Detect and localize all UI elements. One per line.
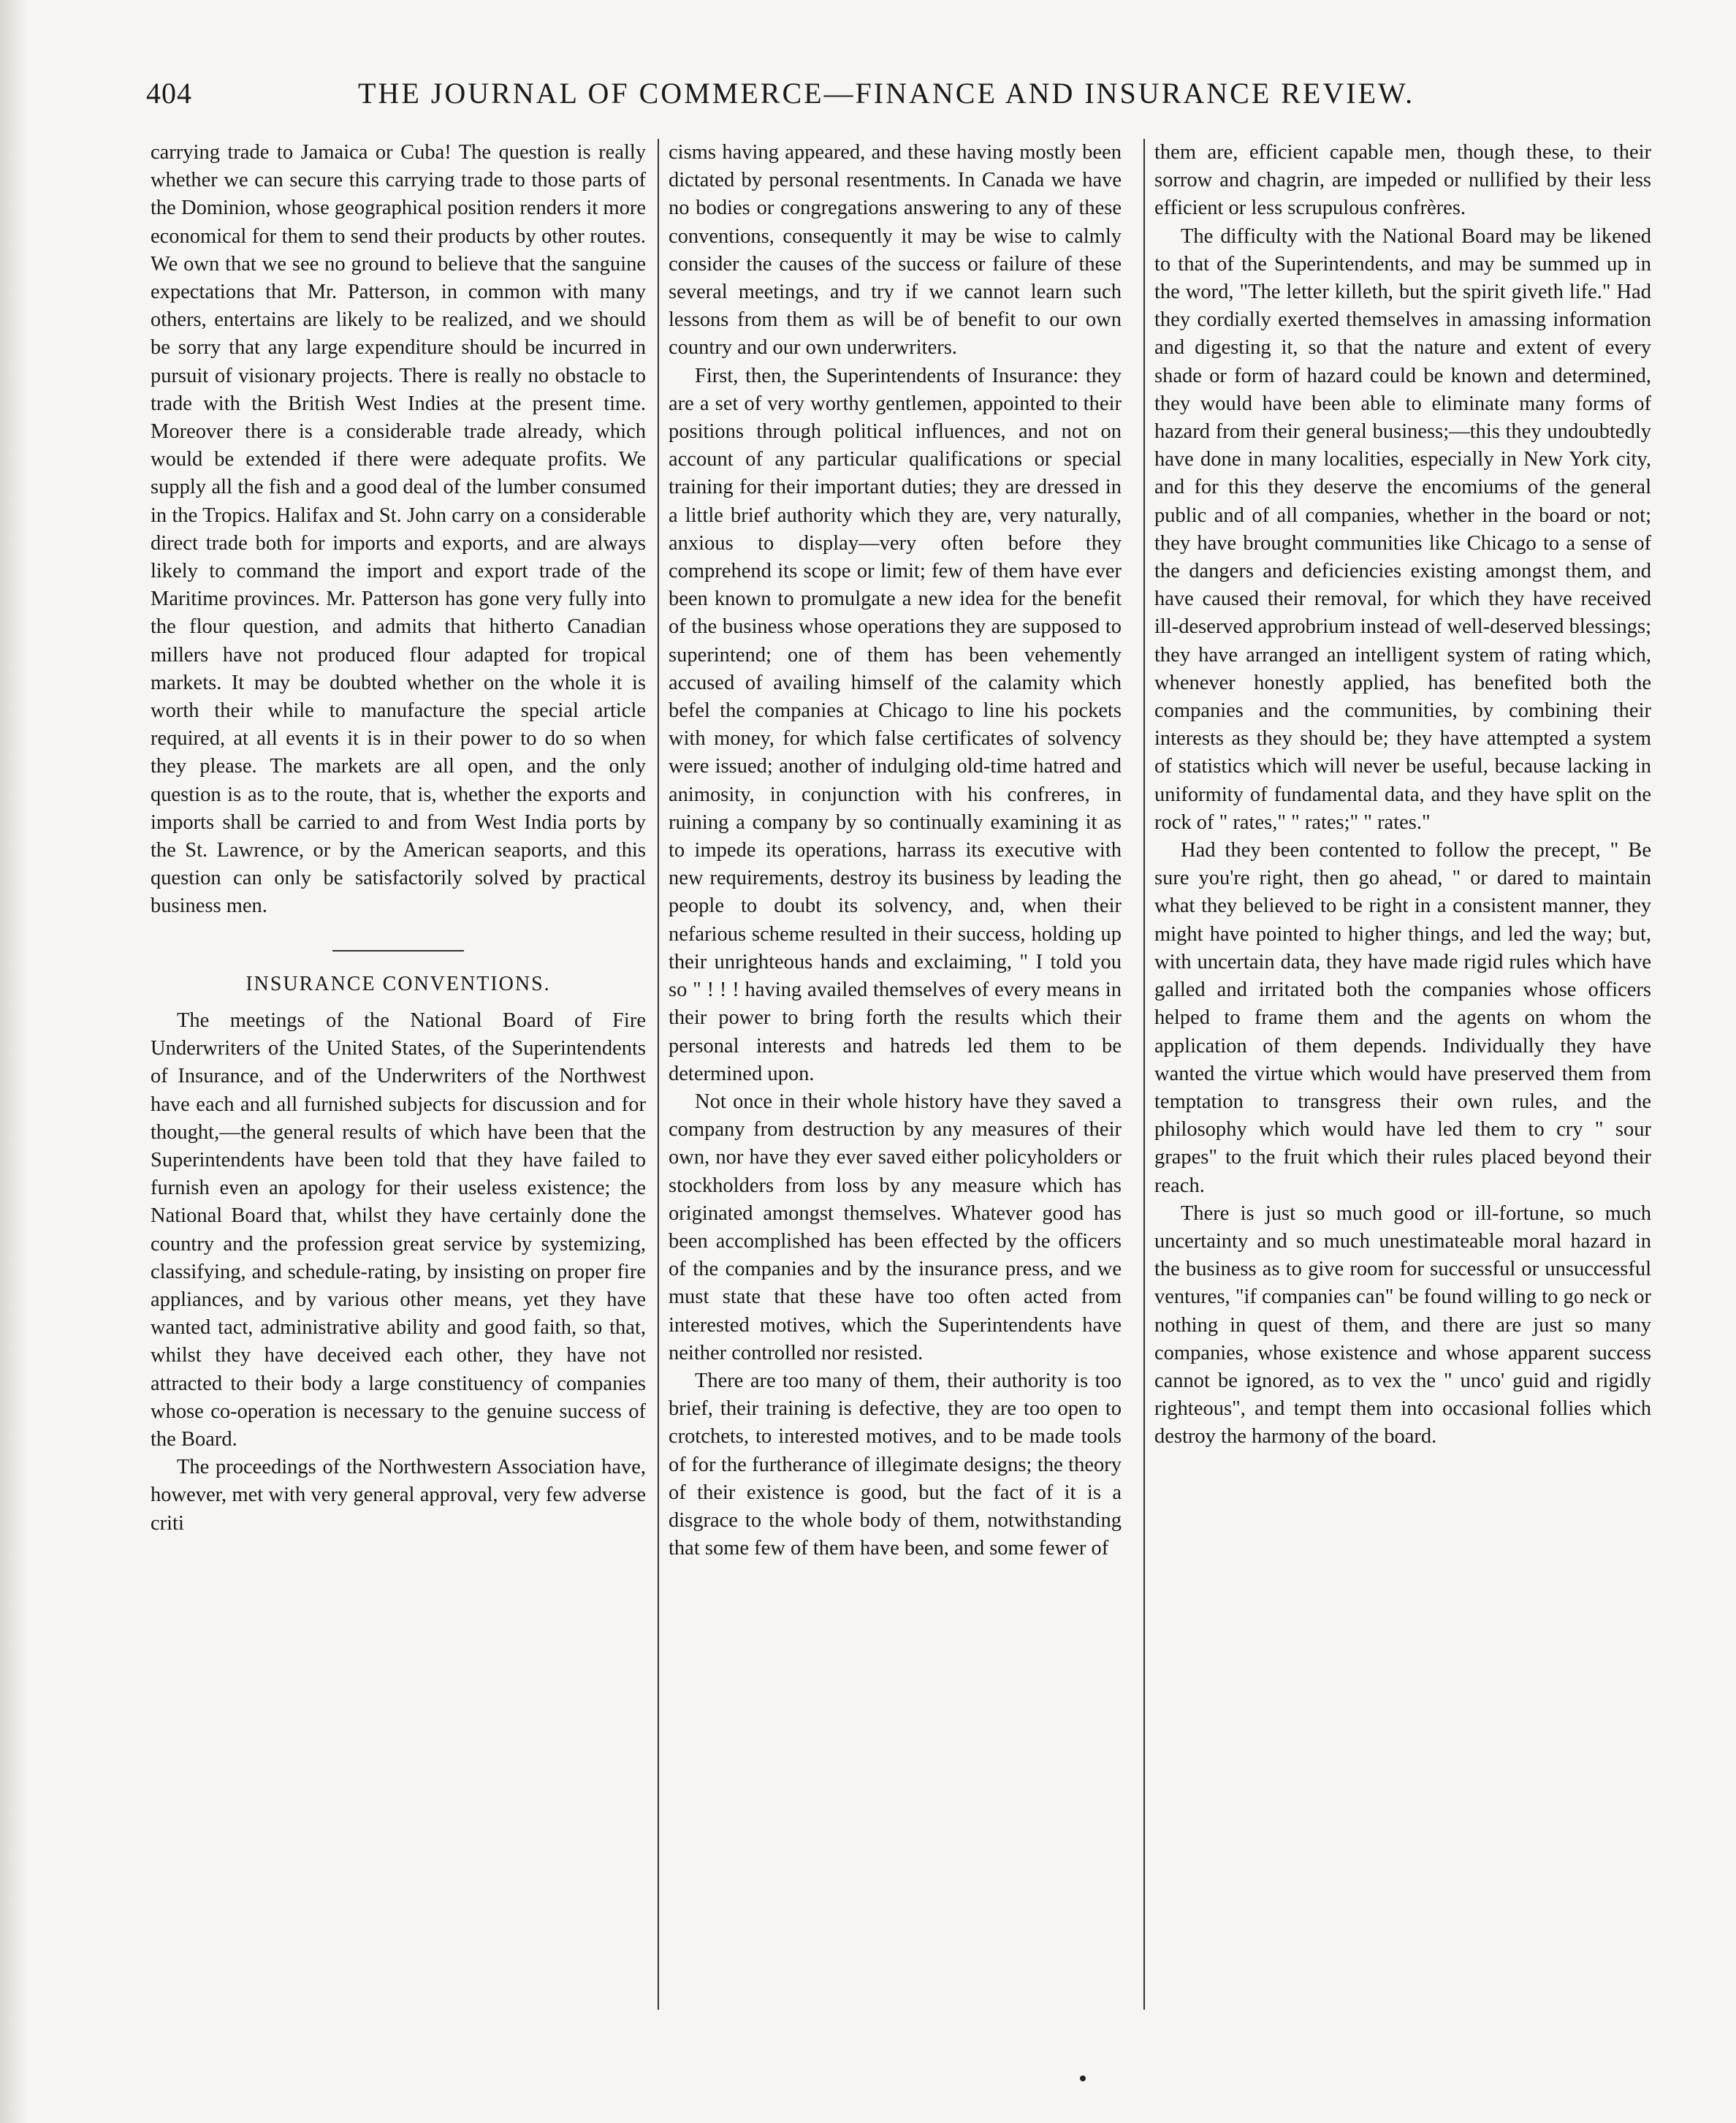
paragraph: The proceedings of the Northwestern Association have, however, met with very general approval, very few adverse criti — [151, 1456, 646, 1535]
paragraph: Had they been contented to follow the precept, " Be sure you're right, then go ahead, " or dared to maintain what they believed to be right in a consistent manner, they might have pointed to higher things, and led the way; but, with uncertain data, they have made rigid rules which have galled and irritated both the companies whose officers helped to frame them and the agents on whom the application of them depends. Individually they have wanted the virtue which would have preserved them from temptation to transgress their own rules, and the philosophy which would have led them to cry " sour grapes" to the fruit which their rules placed beyond their reach. — [1154, 839, 1651, 1197]
paragraph: Not once in their whole history have they saved a company from destruction by any measures of their own, nor have they ever saved either policyholders or stockholders from loss by any measure which has originated amongst themselves. Whatever good has been accomplished has been effected by the officers of the companies and by the insurance press, and we must state that these have too often acted from interested motives, which the Superintendents have neither controlled nor resisted. — [669, 1090, 1122, 1364]
scan-edge — [0, 0, 29, 2123]
page-number: 404 — [146, 77, 192, 110]
section-divider — [332, 950, 464, 952]
paragraph: The meetings of the National Board of Fire Underwriters of the United States, of the Superintendents of Insurance, and of the Underwriters of the Northwest have each and all furnished subjects for discussion and for thought,—the general results of which have been that the Superintendents have been told that they have failed to furnish even an apology for their useless existence; the National Board that, whilst they have certainly done the country and the profession great service by systemizing, classifying, and schedule-rating, by insisting on proper fire appliances, and by various other means, yet they have wanted tact, administrative ability and good faith, so that, whilst they have deceived each other, they have not attracted to their body a large constituency of companies whose co-operation is necessary to the genuine success of the Board. — [151, 1009, 646, 1451]
column-divider — [658, 139, 659, 2010]
paragraph: carrying trade to Jamaica or Cuba! The question is really whether we can secure this carrying trade to those parts of the Dominion, whose geographical position renders it more economical for them to send their products by other routes. We own that we see no ground to believe that the sanguine expectations that Mr. Patterson, in common with many others, entertains are likely to be realized, and we should be sorry that any large expenditure should be incurred in pursuit of visionary projects. There is really no obstacle to trade with the British West Indies at the present time. Moreover there is a considerable trade already, which would be extended if there were adequate profits. We supply all the fish and a good deal of the lumber consumed in the Tropics. Halifax and St. John carry on a considerable direct trade both for imports and exports, and are always likely to command the import and export trade of the Maritime provinces. Mr. Patterson has gone very fully into the flour question, and admits that hitherto Canadian millers have not produced flour adapted for tropical markets. It may be doubted whether on the whole it is worth their while to manufacture the special article required, at all events it is in their power to do so when they please. The markets are all open, and the only question is as to the route, that is, whether the exports and imports shall be carried to and from West India ports by the St. Lawrence, or by the American seaports, and this question can only be satisfactorily solved by practical business men. — [151, 141, 646, 918]
paragraph: First, then, the Superintendents of Insurance: they are a set of very worthy gentlemen, appointed to their positions through political influences, and not on account of any particular qualifications or special training for their important duties; they are dressed in a little brief authority which they are, very naturally, anxious to display—very often before they comprehend its scope or limit; few of them have ever been known to promulgate a new idea for the benefit of the business whose operations they are supposed to superintend; one of them has been vehemently accused of availing himself of the calamity which befel the companies at Chicago to line his pockets with money, for which false certificates of solvency were issued; another of indulging old-time hatred and animosity, in conjunction with his confreres, in ruining a company by so continually examining it as to impede its operations, harrass its executive with new requirements, destroy its business by leading the people to doubt its solvency, and, when their nefarious scheme resulted in their success, holding up their unrighteous hands and exclaiming, " I told you so " ! ! ! having availed themselves of every means in their power to bring forth the results which their personal interests and hatreds led them to be determined upon. — [669, 364, 1122, 1085]
section-title: INSURANCE CONVENTIONS. — [245, 972, 551, 995]
column-2 — [669, 139, 1122, 2075]
paragraph: The difficulty with the National Board may be likened to that of the Superintendents, and may be summed up in the word, "The letter killeth, but the spirit giveth life." Had they cordially exerted themselves in amassing information and digesting it, so that the nature and extent of every shade or form of hazard could be known and determined, they would have been able to eliminate many forms of hazard from their general business;—this they undoubtedly have done in many localities, especially in New York city, and for this they deserve the encomiums of the general public and of all companies, whether in the board or not; they have brought communities like Chicago to a sense of the dangers and deficiencies existing amongst them, and have caused their removal, for which they have received ill-deserved approbrium instead of well-deserved blessings; they have arranged an intelligent system of rating which, whenever honestly applied, has benefited both the companies and the communities, by combining their interests as they should be; they have attempted a system of statistics which will never be useful, because lacking in uniformity of fundamental data, and they have split on the rock of " rates," " rates;" " rates." — [1154, 224, 1651, 834]
paragraph: There is just so much good or ill-fortune, so much uncertainty and so much unestimateable moral hazard in the business as to give room for successful or unsuccessful ventures, "if companies can" be found willing to go neck or nothing in quest of them, and there are just so many companies, whose existence and whose apparent success cannot be ignored, as to vex the " unco' guid and rigidly righteous", and tempt them into occasional follies which destroy the harmony of the board. — [1154, 1201, 1651, 1448]
column-1 — [151, 139, 646, 2075]
paragraph: cisms having appeared, and these having mostly been dictated by personal resentments. In Canada we have no bodies or congregations answering to any of these conventions, consequently it may be wise to calmly consider the causes of the success or failure of these several meetings, and try if we cannot learn such lessons from them as will be of benefit to our own country and our own underwriters. — [669, 141, 1122, 360]
ink-speck — [1080, 2075, 1086, 2081]
page-header — [146, 70, 1644, 121]
column-divider — [1143, 139, 1145, 2010]
paragraph: them are, efficient capable men, though these, to their sorrow and chagrin, are impeded or nullified by their less efficient or less scrupulous confrères. — [1154, 141, 1651, 220]
running-title: THE JOURNAL OF COMMERCE—FINANCE AND INSURANCE REVIEW. — [358, 77, 1415, 110]
paragraph: There are too many of them, their authority is too brief, their training is defective, they are too open to crotchets, to interested motives, and to be made tools of for the furtherance of illegimate designs; the theory of their existence is good, but the fact of it is a disgrace to the whole body of them, notwithstanding that some few of them have been, and some fewer of — [669, 1369, 1122, 1560]
column-3 — [1154, 139, 1651, 2075]
